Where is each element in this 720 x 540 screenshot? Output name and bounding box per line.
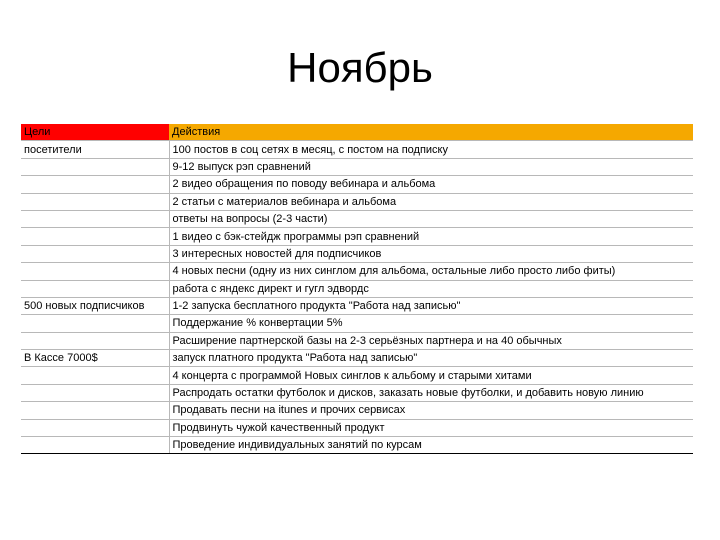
action-cell: 2 видео обращения по поводу вебинара и альбома <box>169 176 693 193</box>
action-cell: 9-12 выпуск рэп сравнений <box>169 158 693 175</box>
goal-cell <box>21 332 169 349</box>
goal-cell <box>21 437 169 454</box>
table-header-row <box>21 124 693 141</box>
table-row <box>21 419 693 436</box>
goal-cell: В Кассе 7000$ <box>21 350 169 367</box>
action-cell: работа с яндекс директ и гугл эдвордс <box>169 280 693 297</box>
action-cell: Расширение партнерской базы на 2-3 серьёзных партнера и на 40 обычных <box>169 332 693 349</box>
goal-cell <box>21 228 169 245</box>
plan-table <box>21 124 693 454</box>
table-row <box>21 176 693 193</box>
table-row <box>21 315 693 332</box>
slide-title: Ноябрь <box>287 44 433 91</box>
action-cell: Проведение индивидуальных занятий по курсам <box>169 437 693 454</box>
goal-cell <box>21 193 169 210</box>
table-row <box>21 263 693 280</box>
table-row <box>21 350 693 367</box>
table-row <box>21 245 693 262</box>
action-cell: 1-2 запуска бесплатного продукта "Работа над записью" <box>169 297 693 314</box>
goal-cell <box>21 158 169 175</box>
goal-cell <box>21 315 169 332</box>
goal-cell <box>21 384 169 401</box>
action-cell: Поддержание % конвертации 5% <box>169 315 693 332</box>
table-row <box>21 158 693 175</box>
table-row <box>21 384 693 401</box>
action-cell: 2 статьи с материалов вебинара и альбома <box>169 193 693 210</box>
goal-cell <box>21 176 169 193</box>
goal-cell <box>21 263 169 280</box>
table-row <box>21 228 693 245</box>
action-cell: Продавать песни на itunes и прочих сервисах <box>169 402 693 419</box>
goal-cell <box>21 210 169 227</box>
action-cell: 100 постов в соц сетях в месяц, с постом на подписку <box>169 141 693 158</box>
goal-cell <box>21 367 169 384</box>
action-cell: Распродать остатки футболок и дисков, заказать новые футболки, и добавить новую линию <box>169 384 693 401</box>
table-row <box>21 437 693 454</box>
table-row <box>21 210 693 227</box>
header-goals: Цели <box>21 124 169 141</box>
action-cell: 4 концерта с программой Новых синглов к альбому и старыми хитами <box>169 367 693 384</box>
table-row <box>21 332 693 349</box>
goal-cell <box>21 402 169 419</box>
goal-cell <box>21 280 169 297</box>
goal-cell: 500 новых подписчиков <box>21 297 169 314</box>
action-cell: запуск платного продукта "Работа над записью" <box>169 350 693 367</box>
goal-cell <box>21 245 169 262</box>
table-row <box>21 367 693 384</box>
table-row <box>21 402 693 419</box>
action-cell: ответы на вопросы (2-3 части) <box>169 210 693 227</box>
table-row <box>21 193 693 210</box>
action-cell: Продвинуть чужой качественный продукт <box>169 419 693 436</box>
action-cell: 3 интересных новостей для подписчиков <box>169 245 693 262</box>
action-cell: 1 видео с бэк-стейдж программы рэп сравнений <box>169 228 693 245</box>
table-row <box>21 297 693 314</box>
table-row <box>21 141 693 158</box>
action-cell: 4 новых песни (одну из них синглом для альбома, остальные либо просто либо фиты) <box>169 263 693 280</box>
table-row <box>21 280 693 297</box>
header-actions: Действия <box>169 124 693 141</box>
goal-cell <box>21 419 169 436</box>
goal-cell: посетители <box>21 141 169 158</box>
